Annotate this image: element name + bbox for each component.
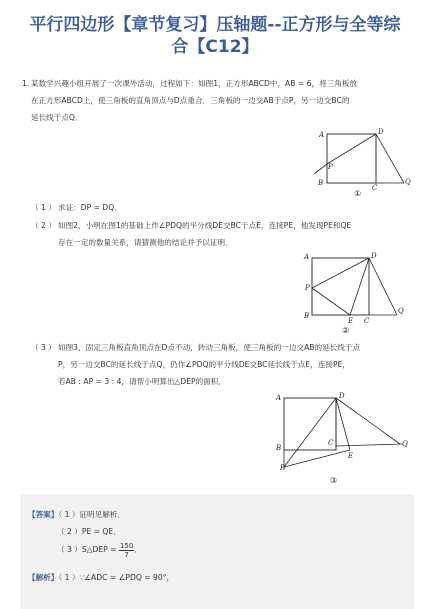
problem-intro-3: 延长线于点Q． (31, 113, 83, 122)
fig1-line-dq (376, 134, 404, 183)
problem-intro-1: 某数学兴趣小组开展了一次课外活动，过程如下：如图1，正方形ABCD中，AB = 6，将三角板放 (31, 79, 358, 88)
fig2-label-a: A (304, 253, 310, 261)
fig1-label-q: Q (405, 178, 411, 186)
fig3-caption: ③ (330, 476, 338, 485)
figure-2 (300, 250, 410, 334)
fig3-label-c: C (328, 439, 334, 447)
q3-text-1: 如图3，固定三角板直角顶点在D点不动，转动三角板，使三角板的一边交AB的延长线于点 (58, 343, 361, 352)
fig3-label-e: E (348, 452, 354, 460)
answer-2-text: PE = QE． (81, 527, 121, 536)
fig1-label-b: B (318, 179, 324, 187)
fig1-label-p: P (328, 163, 333, 171)
fig2-label-q: Q (398, 307, 404, 315)
fig2-label-p: P (305, 284, 310, 292)
fig1-line-dp (327, 134, 376, 164)
answer-1-text: 证明见解析． (79, 510, 125, 519)
analysis-text: ∵∠ADC = ∠PDQ = 90°， (79, 573, 175, 582)
answer-box (20, 494, 414, 609)
fig1-label-c: C (372, 184, 378, 192)
answer-3-denominator: 7 (124, 550, 129, 559)
fig1-label-d: D (378, 128, 384, 136)
fig2-label-e: E (348, 317, 354, 325)
figure-3 (272, 388, 414, 488)
fig2-label-d: D (371, 252, 377, 260)
title-line-1: 平行四边形【章节复习】压轴题--正方形与全等综 (29, 15, 401, 35)
fig3-label-a: A (276, 394, 282, 402)
problem-number: 1. (22, 79, 30, 88)
fig3-label-b: B (276, 444, 282, 452)
answer-3-label: （ 3 ） (57, 545, 82, 554)
q3-text-2: P，另一边交BC的延长线于点Q，仍作∠PDQ的平分线DE交BC延长线于点E，连接PE， (58, 360, 350, 369)
analysis-label: （ 1 ） (58, 573, 80, 582)
fig1-label-a: A (319, 131, 325, 139)
fig1-caption: ① (354, 189, 362, 198)
q3-label: （ 3 ） (31, 343, 56, 352)
answer-tag: 【答案】 (28, 510, 59, 519)
q2-text-2: 存在一定的数量关系，请猜测他的结论并予以证明． (58, 238, 233, 247)
problem-intro-2: 在正方形ABCD上，使三角板的直角顶点与D点重合．三角板的一边交AB于点P，另一边交BC的 (31, 96, 350, 105)
answer-3-numerator: 150 (119, 541, 134, 550)
q1-text: 求证：DP = DQ． (58, 203, 122, 212)
analysis-tag: 【解析】 (28, 573, 59, 582)
answer-2-label: （ 2 ） (57, 527, 82, 536)
answer-1-label: （ 1 ） (58, 510, 80, 519)
fig2-label-b: B (304, 312, 310, 320)
fig2-label-c: C (364, 317, 370, 325)
fig2-caption: ② (342, 326, 350, 334)
page-title (0, 14, 430, 58)
fig3-label-d: D (339, 392, 345, 400)
q1-label: （ 1 ） (31, 203, 56, 212)
title-line-2: 合【C12】 (171, 37, 259, 57)
answer-3-suffix: ． (134, 545, 142, 554)
answer-3-prefix: S△DEP = (81, 545, 117, 554)
q3-text-3: 若AB : AP = 3 : 4，请帮小明算出△DEP的面积． (58, 377, 226, 386)
answer-3-fraction (119, 542, 134, 559)
fig3-label-p: P (280, 464, 285, 472)
q2-text-1: 如图2，小明在图1的基础上作∠PDQ的平分线DE交BC于点E，连接PE，他发现PE和QE (58, 221, 352, 230)
q2-label: （ 2 ） (31, 221, 56, 230)
figure-1 (312, 126, 422, 198)
fig3-label-q: Q (402, 440, 408, 448)
